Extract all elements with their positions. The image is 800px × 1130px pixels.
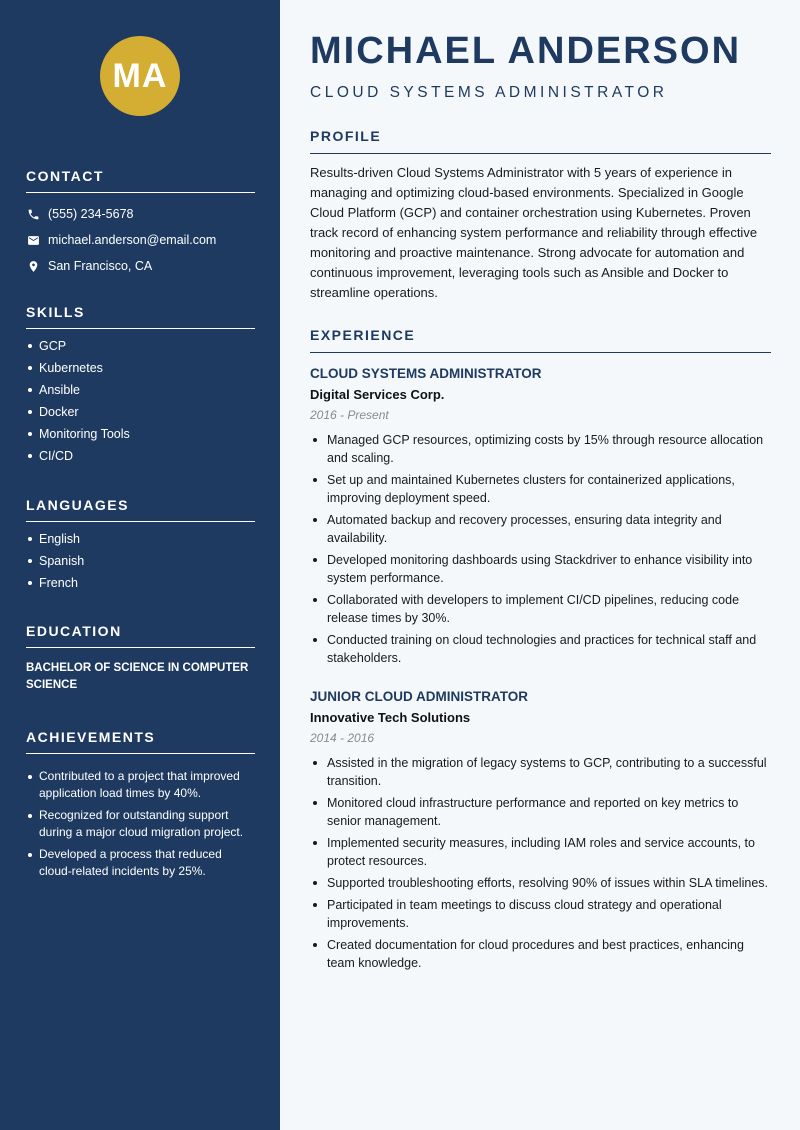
- phone-number: (555) 234-5678: [48, 207, 134, 221]
- language-item: English: [26, 532, 255, 546]
- job-company: Digital Services Corp.: [310, 387, 445, 402]
- location-text: San Francisco, CA: [48, 259, 153, 273]
- education-section: [26, 623, 255, 694]
- location-pin-icon: [26, 259, 40, 273]
- contact-email: [26, 231, 255, 249]
- achievements-list: [26, 768, 255, 880]
- contact-section: [26, 168, 255, 275]
- language-item: Spanish: [26, 554, 255, 568]
- candidate-name: MICHAEL ANDERSON: [310, 30, 742, 72]
- skills-section: [26, 304, 255, 471]
- job-bullet: Supported troubleshooting efforts, resolving 90% of issues within SLA timelines.: [310, 874, 771, 892]
- job-bullet: Participated in team meetings to discuss cloud strategy and operational improvements.: [310, 896, 771, 932]
- job-title: JUNIOR CLOUD ADMINISTRATOR: [310, 689, 528, 704]
- achievement-item: Developed a process that reduced cloud-related incidents by 25%.: [26, 846, 255, 880]
- contact-heading: CONTACT: [26, 168, 255, 193]
- achievement-item: Recognized for outstanding support during a major cloud migration project.: [26, 807, 255, 841]
- avatar: MA: [100, 36, 180, 116]
- contact-phone: [26, 205, 255, 223]
- skill-item: GCP: [26, 339, 255, 353]
- email-address: michael.anderson@email.com: [48, 233, 217, 247]
- experience-section: [310, 327, 771, 353]
- achievement-item: Contributed to a project that improved application load times by 40%.: [26, 768, 255, 802]
- skills-heading: SKILLS: [26, 304, 255, 329]
- languages-section: [26, 497, 255, 598]
- job-company: Innovative Tech Solutions: [310, 710, 471, 725]
- job-bullets: [310, 754, 771, 972]
- profile-heading: PROFILE: [310, 128, 771, 154]
- job-bullet: Assisted in the migration of legacy systems to GCP, contributing to a successful transition.: [310, 754, 771, 790]
- job-entry: [310, 689, 771, 976]
- education-degree: BACHELOR OF SCIENCE IN COMPUTER SCIENCE: [26, 662, 249, 691]
- sidebar: [0, 0, 280, 1130]
- profile-section: [310, 128, 771, 303]
- job-bullet: Automated backup and recovery processes, ensuring data integrity and availability.: [310, 511, 771, 547]
- candidate-title: CLOUD SYSTEMS ADMINISTRATOR: [310, 84, 668, 101]
- achievements-section: [26, 729, 255, 885]
- languages-list: [26, 532, 255, 590]
- job-bullets: [310, 431, 771, 667]
- skill-item: CI/CD: [26, 449, 255, 463]
- skill-item: Docker: [26, 405, 255, 419]
- job-bullet: Set up and maintained Kubernetes clusters for containerized applications, improving deployment speed.: [310, 471, 771, 507]
- job-bullet: Managed GCP resources, optimizing costs by 15% through resource allocation and scaling.: [310, 431, 771, 467]
- job-dates: 2016 - Present: [310, 408, 389, 422]
- job-dates: 2014 - 2016: [310, 731, 375, 745]
- skill-item: Ansible: [26, 383, 255, 397]
- skill-item: Kubernetes: [26, 361, 255, 375]
- phone-icon: [26, 207, 40, 221]
- experience-heading: EXPERIENCE: [310, 327, 771, 353]
- job-bullet: Collaborated with developers to implement CI/CD pipelines, reducing code release times by 30%.: [310, 591, 771, 627]
- language-item: French: [26, 576, 255, 590]
- job-bullet: Monitored cloud infrastructure performance and reported on key metrics to senior management.: [310, 794, 771, 830]
- job-bullet: Implemented security measures, including IAM roles and service accounts, to protect resources.: [310, 834, 771, 870]
- job-bullet: Conducted training on cloud technologies and practices for technical staff and stakeholders.: [310, 631, 771, 667]
- education-heading: EDUCATION: [26, 623, 255, 648]
- job-bullet: Developed monitoring dashboards using Stackdriver to enhance visibility into system performance.: [310, 551, 771, 587]
- email-icon: [26, 233, 40, 247]
- skills-list: [26, 339, 255, 463]
- job-title: CLOUD SYSTEMS ADMINISTRATOR: [310, 366, 542, 381]
- skill-item: Monitoring Tools: [26, 427, 255, 441]
- achievements-heading: ACHIEVEMENTS: [26, 729, 255, 754]
- languages-heading: LANGUAGES: [26, 497, 255, 522]
- contact-location: [26, 257, 255, 275]
- profile-text: Results-driven Cloud Systems Administrator with 5 years of experience in managing and optimizing cloud-based environments. Specialized in Google Cloud Platform (GCP) and container orchestration using Kubernetes. Proven track record of enhancing system performance and reliability through effective monitoring and proactive maintenance. Strong advocate for automation and continuous improvement, leveraging tools such as Ansible and Docker to streamline operations.: [310, 165, 758, 300]
- job-entry: [310, 366, 771, 671]
- job-bullet: Created documentation for cloud procedures and best practices, enhancing team knowledge.: [310, 936, 771, 972]
